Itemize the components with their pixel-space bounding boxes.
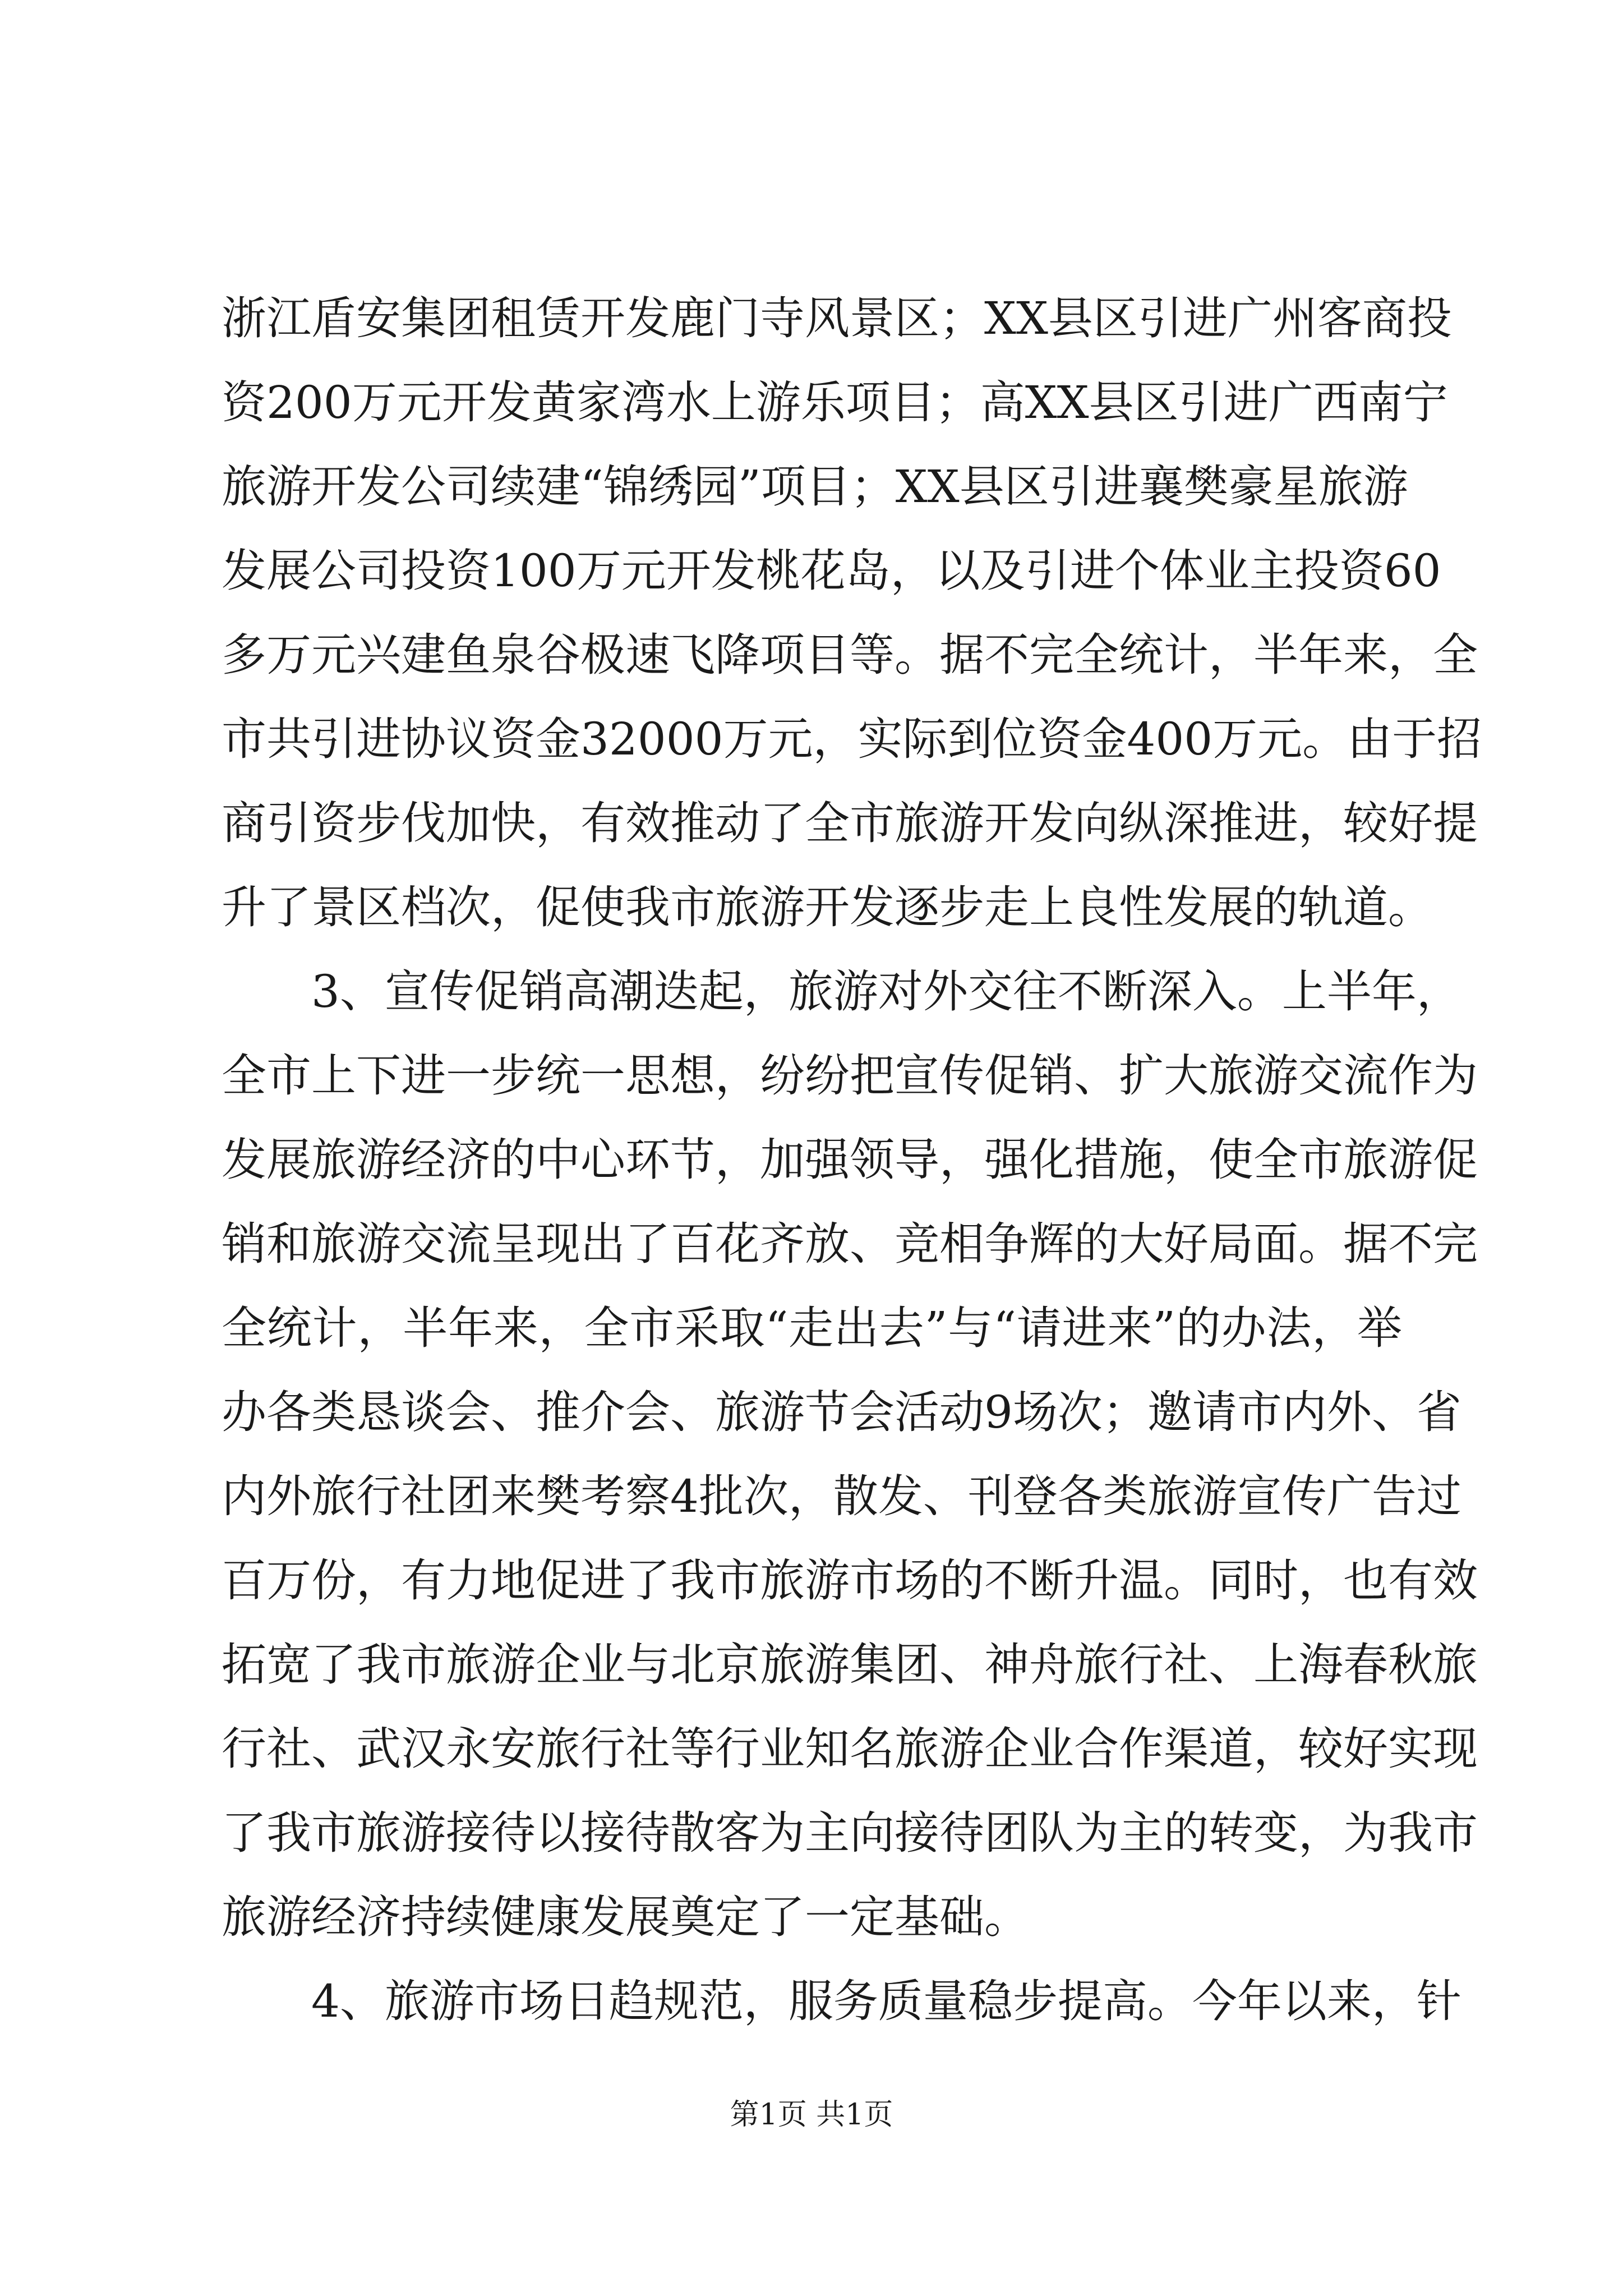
text-line: 资200万元开发黄家湾水上游乐项目；高XX县区引进广西南宁 bbox=[222, 376, 1448, 429]
text-line: 行社、武汉永安旅行社等行业知名旅游企业合作渠道，较好实现 bbox=[222, 1723, 1478, 1775]
paragraph-heading-line: 4、旅游市场日趋规范，服务质量稳步提高。今年以来，针 bbox=[311, 1975, 1461, 2027]
text-line: 内外旅行社团来樊考察4批次，散发、刊登各类旅游宣传广告过 bbox=[222, 1470, 1461, 1522]
text-line: 商引资步伐加快，有效推动了全市旅游开发向纵深推进，较好提 bbox=[222, 797, 1478, 849]
text-line: 办各类恳谈会、推介会、旅游节会活动9场次；邀请市内外、省 bbox=[222, 1386, 1461, 1438]
text-line: 旅游开发公司续建“锦绣园”项目；XX县区引进襄樊豪星旅游 bbox=[222, 461, 1408, 513]
text-line: 全市上下进一步统一思想，纷纷把宣传促销、扩大旅游交流作为 bbox=[222, 1050, 1478, 1102]
text-line: 了我市旅游接待以接待散客为主向接待团队为主的转变，为我市 bbox=[222, 1807, 1478, 1859]
text-line: 百万份，有力地促进了我市旅游市场的不断升温。同时，也有效 bbox=[222, 1554, 1478, 1607]
text-line: 多万元兴建鱼泉谷极速飞降项目等。据不完全统计，半年来，全 bbox=[222, 629, 1478, 681]
text-line: 销和旅游交流呈现出了百花齐放、竞相争辉的大好局面。据不完 bbox=[222, 1218, 1478, 1270]
text-line: 拓宽了我市旅游企业与北京旅游集团、神舟旅行社、上海春秋旅 bbox=[222, 1639, 1478, 1691]
text-line: 市共引进协议资金32000万元，实际到位资金400万元。由于招 bbox=[222, 713, 1482, 765]
text-line: 发展公司投资100万元开发桃花岛，以及引进个体业主投资60 bbox=[222, 545, 1441, 597]
page-number-footer: 第1页 共1页 bbox=[730, 2098, 893, 2132]
text-line: 旅游经济持续健康发展奠定了一定基础。 bbox=[222, 1891, 1029, 1943]
paragraph-heading-line: 3、宣传促销高潮迭起，旅游对外交往不断深入。上半年， bbox=[311, 965, 1461, 1018]
text-line: 升了景区档次，促使我市旅游开发逐步走上良性发展的轨道。 bbox=[222, 881, 1433, 933]
text-line: 全统计，半年来，全市采取“走出去”与“请进来”的办法，举 bbox=[222, 1302, 1402, 1354]
text-line: 发展旅游经济的中心环节，加强领导，强化措施，使全市旅游促 bbox=[222, 1134, 1478, 1186]
text-line: 浙江盾安集团租赁开发鹿门寺风景区；XX县区引进广州客商投 bbox=[222, 292, 1452, 344]
